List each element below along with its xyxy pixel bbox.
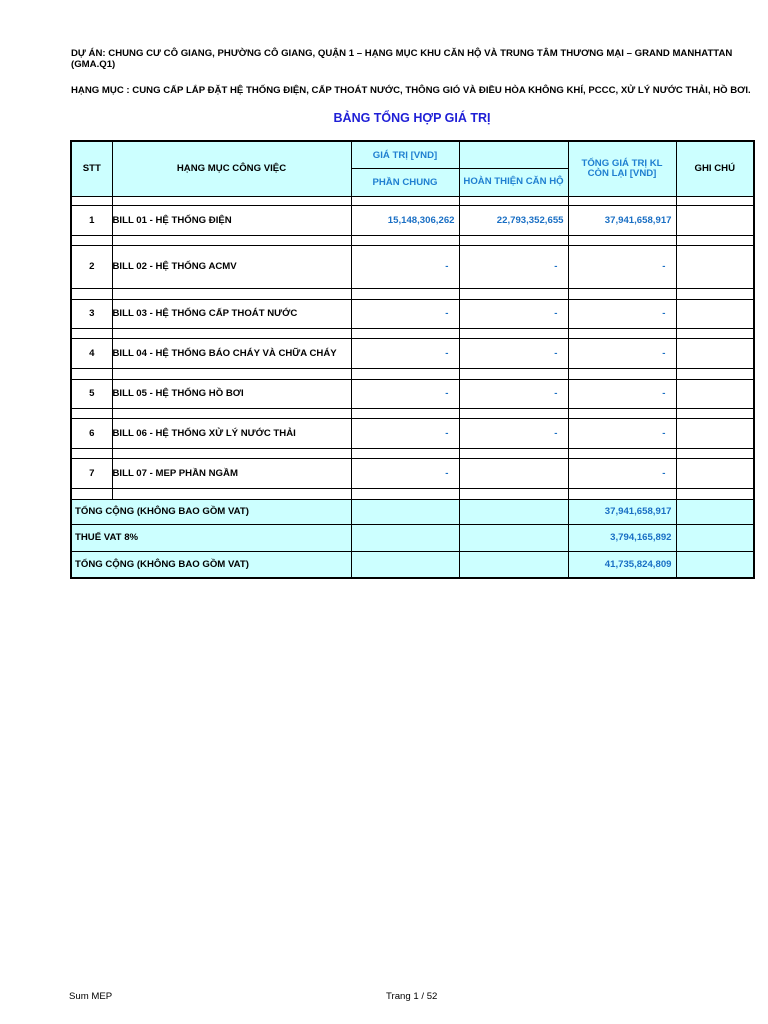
spacer-cell: [71, 448, 112, 458]
spacer-row: [71, 368, 754, 379]
spacer-cell: [71, 196, 112, 205]
spacer-cell: [676, 368, 754, 379]
row-stt: 3: [71, 299, 112, 328]
total-row: [71, 524, 754, 551]
spacer-cell: [351, 288, 459, 299]
spacer-cell: [112, 328, 351, 338]
spacer-cell: [351, 368, 459, 379]
row-note: [676, 205, 754, 235]
header-value-group: GIÁ TRỊ [VND]: [351, 141, 459, 168]
row-finishing-value: -: [459, 299, 568, 328]
total-value: 41,735,824,809: [568, 551, 676, 578]
table-row: [71, 379, 754, 408]
total-row: [71, 551, 754, 578]
spacer-row: [71, 488, 754, 499]
spacer-cell: [71, 235, 112, 245]
spacer-cell: [71, 368, 112, 379]
spacer-cell: [112, 288, 351, 299]
row-finishing-value: [459, 458, 568, 488]
row-item-name: BILL 05 - HỆ THỐNG HỒ BƠI: [112, 379, 351, 408]
row-note: [676, 245, 754, 288]
header-common: PHẦN CHUNG: [351, 168, 459, 196]
row-common-value: -: [351, 418, 459, 448]
spacer-cell: [676, 235, 754, 245]
spacer-cell: [459, 328, 568, 338]
spacer-cell: [71, 488, 112, 499]
spacer-cell: [568, 288, 676, 299]
row-total-value: -: [568, 458, 676, 488]
table-row: [71, 299, 754, 328]
spacer-cell: [112, 235, 351, 245]
spacer-cell: [112, 488, 351, 499]
spacer-cell: [71, 328, 112, 338]
table-row: [71, 458, 754, 488]
document-title: BẢNG TỔNG HỢP GIÁ TRỊ: [333, 111, 491, 125]
spacer-cell: [568, 368, 676, 379]
spacer-cell: [676, 196, 754, 205]
spacer-cell: [112, 196, 351, 205]
row-total-value: -: [568, 299, 676, 328]
spacer-row: [71, 448, 754, 458]
spacer-cell: [459, 288, 568, 299]
spacer-row: [71, 235, 754, 245]
table-row: [71, 205, 754, 235]
spacer-cell: [568, 196, 676, 205]
spacer-cell: [112, 408, 351, 418]
header-note: GHI CHÚ: [676, 141, 754, 196]
total-label: THUẾ VAT 8%: [71, 524, 351, 551]
spacer-cell: [459, 235, 568, 245]
spacer-cell: [71, 288, 112, 299]
row-stt: 1: [71, 205, 112, 235]
spacer-cell: [568, 488, 676, 499]
row-item-name: BILL 07 - MEP PHẦN NGẦM: [112, 458, 351, 488]
row-note: [676, 338, 754, 368]
spacer-cell: [351, 196, 459, 205]
total-label: TỔNG CỘNG (KHÔNG BAO GỒM VAT): [71, 499, 351, 524]
row-note: [676, 418, 754, 448]
total-label: TỔNG CỘNG (KHÔNG BAO GỒM VAT): [71, 551, 351, 578]
spacer-cell: [568, 408, 676, 418]
total-note: [676, 524, 754, 551]
row-note: [676, 299, 754, 328]
project-title: DỰ ÁN: CHUNG CƯ CÔ GIANG, PHƯỜNG CÔ GIANG, QUẬN 1 – HẠNG MỤC KHU CĂN HỘ VÀ TRUNG TÂM THƯƠNG MẠI – GRAND MANHATTAN (GMA.Q1): [71, 48, 733, 70]
spacer-cell: [568, 235, 676, 245]
total-finishing-blank: [459, 499, 568, 524]
spacer-row: [71, 328, 754, 338]
row-finishing-value: -: [459, 379, 568, 408]
spacer-row: [71, 288, 754, 299]
total-value: 37,941,658,917: [568, 499, 676, 524]
row-common-value: -: [351, 379, 459, 408]
row-total-value: -: [568, 338, 676, 368]
header-item: HẠNG MỤC CÔNG VIỆC: [112, 141, 351, 196]
row-item-name: BILL 02 - HỆ THỐNG ACMV: [112, 245, 351, 288]
row-finishing-value: -: [459, 338, 568, 368]
spacer-cell: [351, 448, 459, 458]
row-finishing-value: -: [459, 245, 568, 288]
summary-table: [70, 140, 755, 579]
row-finishing-value: -: [459, 418, 568, 448]
row-item-name: BILL 01 - HỆ THỐNG ĐIỆN: [112, 205, 351, 235]
spacer-cell: [459, 368, 568, 379]
header-stt: STT: [71, 141, 112, 196]
footer-sheet-name: Sum MEP: [69, 991, 113, 1002]
row-total-value: -: [568, 379, 676, 408]
spacer-cell: [676, 448, 754, 458]
header-total-remaining: TỔNG GIÁ TRỊ KL CÒN LẠI [VND]: [568, 141, 676, 196]
row-finishing-value: 22,793,352,655: [459, 205, 568, 235]
spacer-cell: [568, 328, 676, 338]
total-row: [71, 499, 754, 524]
total-common-blank: [351, 551, 459, 578]
row-common-value: -: [351, 458, 459, 488]
total-common-blank: [351, 499, 459, 524]
spacer-cell: [459, 488, 568, 499]
row-item-name: BILL 04 - HỆ THỐNG BÁO CHÁY VÀ CHỮA CHÁY: [112, 338, 351, 368]
spacer-cell: [112, 368, 351, 379]
total-note: [676, 499, 754, 524]
row-total-value: 37,941,658,917: [568, 205, 676, 235]
spacer-cell: [676, 288, 754, 299]
row-note: [676, 379, 754, 408]
spacer-cell: [568, 448, 676, 458]
total-finishing-blank: [459, 524, 568, 551]
row-total-value: -: [568, 418, 676, 448]
spacer-cell: [112, 448, 351, 458]
spacer-cell: [676, 488, 754, 499]
total-value: 3,794,165,892: [568, 524, 676, 551]
row-stt: 7: [71, 458, 112, 488]
scope-line: HẠNG MỤC : CUNG CẤP LẮP ĐẶT HỆ THỐNG ĐIỆN, CẤP THOÁT NƯỚC, THÔNG GIÓ VÀ ĐIỀU HÒA KHÔNG KHÍ, PCCC, XỬ LÝ NƯỚC THẢI, HỒ BƠI.: [71, 85, 751, 96]
total-common-blank: [351, 524, 459, 551]
spacer-cell: [351, 235, 459, 245]
spacer-cell: [351, 408, 459, 418]
row-stt: 6: [71, 418, 112, 448]
table-row: [71, 338, 754, 368]
spacer-cell: [459, 196, 568, 205]
row-item-name: BILL 06 - HỆ THỐNG XỬ LÝ NƯỚC THẢI: [112, 418, 351, 448]
row-stt: 2: [71, 245, 112, 288]
spacer-row: [71, 408, 754, 418]
header-row-1: [71, 141, 754, 168]
spacer-cell: [351, 488, 459, 499]
spacer-cell: [459, 448, 568, 458]
row-stt: 5: [71, 379, 112, 408]
row-stt: 4: [71, 338, 112, 368]
row-item-name: BILL 03 - HỆ THỐNG CẤP THOÁT NƯỚC: [112, 299, 351, 328]
row-common-value: 15,148,306,262: [351, 205, 459, 235]
footer-page-number: Trang 1 / 52: [386, 991, 438, 1002]
header-finishing: HOÀN THIỆN CĂN HỘ: [459, 168, 568, 196]
total-finishing-blank: [459, 551, 568, 578]
row-note: [676, 458, 754, 488]
total-note: [676, 551, 754, 578]
spacer-cell: [71, 408, 112, 418]
table-row: [71, 418, 754, 448]
spacer-cell: [459, 408, 568, 418]
spacer-cell: [676, 408, 754, 418]
table-row: [71, 245, 754, 288]
spacer-row: [71, 196, 754, 205]
row-common-value: -: [351, 245, 459, 288]
spacer-cell: [351, 328, 459, 338]
row-total-value: -: [568, 245, 676, 288]
spacer-cell: [676, 328, 754, 338]
row-common-value: -: [351, 299, 459, 328]
header-value-group-blank: [459, 141, 568, 168]
row-common-value: -: [351, 338, 459, 368]
